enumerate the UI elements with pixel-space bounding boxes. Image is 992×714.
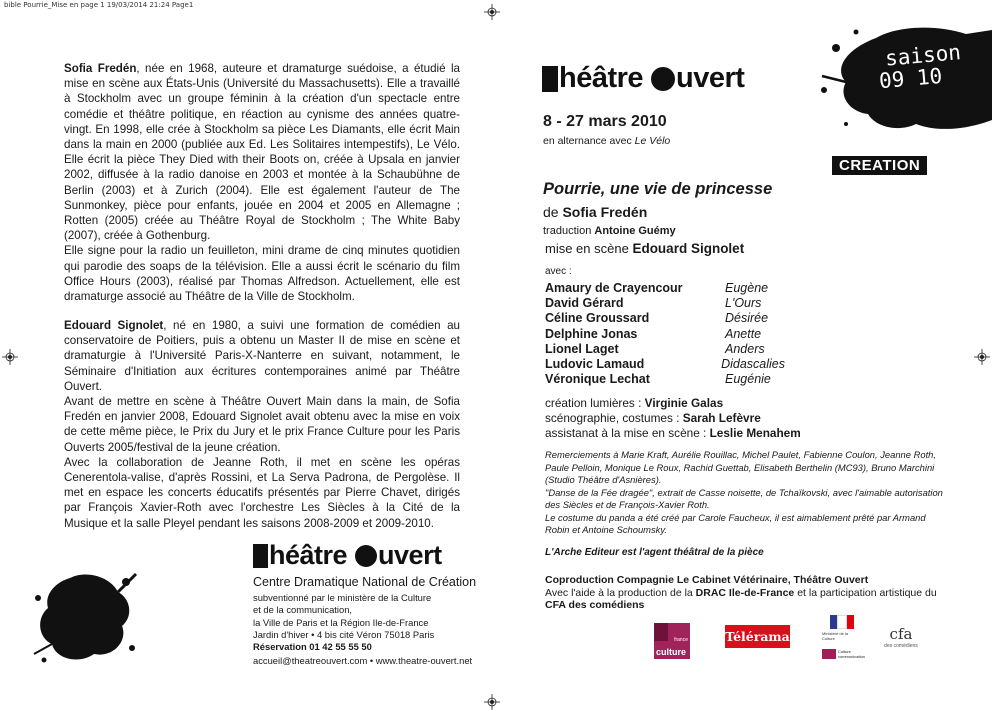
footer-line: Jardin d'hiver • 4 bis cité Véron 75018 Paris xyxy=(253,628,435,640)
thanks-text: Remerciements à Marie Kraft, Aurélie Rouillac, Michel Paulet, Fabienne Coulon, Jeanne Roth, Paule Pelloin, Monique Le Roux, Rachid Guettab, Elisabeth Berthelin (MC93), Bruno Marchini (Studio Théâtre d'Asnières). xyxy=(545,449,936,485)
translation-line xyxy=(543,225,676,237)
cast-row xyxy=(545,311,785,326)
ministry-culture-logo xyxy=(822,615,865,663)
logo-dot-icon xyxy=(355,545,377,567)
footer-phone: Réservation 01 42 55 55 50 xyxy=(253,641,372,653)
coproduction xyxy=(545,574,945,612)
thanks-text: "Danse de la Fée dragée", extrait de Casse noisette, de Tchaïkovski, avec l'aimable autorisation des Siècles et de François-Xavier Roth. xyxy=(545,486,943,510)
bio-text: , né en 1980, a suivi une formation de comédien au conservatoire de Poitiers, puis a obtenu un Master II de mise en scène et dramaturgie à l'Université Paris-X-Nanterre en suivant, notamment, le Séminaire d'Initiation aux écritures contemporaines animé par Théâtre Ouvert. xyxy=(64,319,460,393)
season-word: saison xyxy=(884,40,962,71)
cast-list xyxy=(545,281,785,387)
dates: 8 - 27 mars 2010 xyxy=(543,113,667,130)
footer-line: subventionné par le ministère de la Culture xyxy=(253,592,432,603)
actor-name: Lionel Laget xyxy=(545,341,619,356)
cast-row xyxy=(545,357,785,372)
france-culture-text: culture xyxy=(656,647,687,657)
logo-block-icon xyxy=(822,649,836,659)
registration-mark-icon xyxy=(484,694,500,710)
bio-name: Sofia Fredén xyxy=(64,62,137,75)
ministry-block xyxy=(822,649,865,659)
creation-badge: CREATION xyxy=(832,156,927,175)
role-name: L'Ours xyxy=(725,296,762,311)
credit-row xyxy=(545,426,801,441)
role-name: Anders xyxy=(725,341,765,356)
coprod-text: et la participation artistique du xyxy=(794,586,937,599)
theatre-ouvert-logo xyxy=(542,62,744,95)
cast-row xyxy=(545,327,785,342)
role-name: Anette xyxy=(725,326,762,341)
registration-mark-icon xyxy=(2,349,18,365)
actor-name: Amaury de Crayencour xyxy=(545,281,683,295)
alternance-label: en alternance avec xyxy=(543,135,635,147)
credit-label: scénographie, costumes : xyxy=(545,411,683,425)
coprod-drac: DRAC Ile-de-France xyxy=(695,586,795,599)
actor-name: Delphine Jonas xyxy=(545,326,638,341)
actor-name: Véronique Lechat xyxy=(545,372,650,387)
footer-address xyxy=(253,575,493,668)
registration-mark-icon xyxy=(484,4,500,20)
season-years: 09 10 xyxy=(878,63,944,94)
logo-dot-icon xyxy=(651,67,675,91)
translation-label: traduction xyxy=(543,225,595,237)
logo-t-mark-icon xyxy=(542,66,558,92)
cast-row xyxy=(545,372,785,387)
telerama-logo: Télérama xyxy=(725,625,790,648)
thanks-text: Le costume du panda a été créé par Carole Faucheux, il est aimablement prêté par Armand Robin et Antoine Schoumsky. xyxy=(545,511,926,535)
season-label xyxy=(876,40,979,93)
coprod-text: Avec l'aide à la production de la xyxy=(545,586,696,599)
bio-edouard-signolet xyxy=(64,318,460,531)
bio-text: , née en 1968, auteure et dramaturge suédoise, a étudié la mise en scène aux États-Unis (Université du Massachusetts). Elle a travaillé à Stockholm avec un groupe féminin à la création d'un spectacle entre comédie et théâtre politique, en réaction au cynisme des années quatre-vingt. En 1998, elle crée à Stockholm sa pièce Les Diamants, elle écrit Main dans la main en 2000 (publiée aux Ed. Les Solitaires intempestifs), Le Vélo. Elle écrit la pièce They Died with their Boots on, créée à Upsala en janvier 2002, diffusée à la radio danoise en 2003 et montée à la Schaubühne de Berlin (2003) et à Zurich (2004). Elle est également l'auteur de The Sunmonkey, pièce pour enfants, jouée en 2004 et 2005 en Allemagne ; Rotten (2005) créée au Théâtre Royal de Stockholm ; The White Baby (2007), créée à Gothenburg. xyxy=(64,62,460,243)
cast-row xyxy=(545,281,785,296)
cast-row xyxy=(545,296,785,311)
cfa-logo xyxy=(883,625,919,649)
translator-name: Antoine Guémy xyxy=(594,225,676,237)
france-culture-small: france xyxy=(674,637,688,643)
footer-title: Centre Dramatique National de Création xyxy=(253,575,477,589)
role-name: Eugène xyxy=(725,281,769,295)
role-name: Didascalies xyxy=(721,357,785,372)
acknowledgements xyxy=(545,449,950,537)
play-title: Pourrie, une vie de princesse xyxy=(543,180,773,198)
cast-intro: avec : xyxy=(545,266,572,277)
coprod-line: CFA des comédiens xyxy=(545,599,645,612)
bio-text: Elle signe pour la radio un feuilleton, mini drame de cinq minutes quotidien qui parodie des soaps de la télévision. Elle a aussi écrit le scénario du film Office Hours (2003), réalisé par Thomas Alfredson. Actuellement, elle est dramaturge associé au Théâtre de la Ville de Stockholm. xyxy=(64,244,460,304)
footer-contact: accueil@theatreouvert.com • www.theatre-ouvert.net xyxy=(253,655,473,667)
credit-row xyxy=(545,411,801,426)
logo-text-part2: uvert xyxy=(378,540,442,570)
actor-name: Céline Groussard xyxy=(545,311,650,326)
author-label: de xyxy=(543,204,563,220)
credit-name: Sarah Lefèvre xyxy=(682,411,761,425)
ministry-text: Culture communication xyxy=(838,649,865,659)
direction-label: mise en scène xyxy=(545,241,633,256)
actor-name: Ludovic Lamaud xyxy=(545,357,645,372)
logo-t-mark-icon xyxy=(253,544,268,568)
ministry-small-text: Ministère de la Culture xyxy=(822,631,849,641)
footer-line: et de la communication, xyxy=(253,604,353,616)
bio-name: Edouard Signolet xyxy=(64,319,164,332)
logo-block-icon xyxy=(654,623,668,641)
actor-name: David Gérard xyxy=(545,296,624,311)
author-name: Sofia Fredén xyxy=(562,204,648,220)
france-culture-logo xyxy=(654,623,690,659)
direction-line xyxy=(545,241,744,256)
credit-label: assistanat à la mise en scène : xyxy=(545,426,710,440)
credit-label: création lumières : xyxy=(545,396,645,410)
ink-splash-icon xyxy=(30,568,140,668)
credit-name: Virginie Galas xyxy=(644,396,724,410)
print-slug: bible Pourrie_Mise en page 1 19/03/2014 21:24 Page1 xyxy=(4,1,194,9)
theatre-ouvert-logo xyxy=(253,540,442,571)
credit-name: Leslie Menahem xyxy=(709,426,801,440)
role-name: Eugénie xyxy=(725,372,771,387)
logo-text-part1: héâtre xyxy=(269,540,348,570)
alternance xyxy=(543,135,670,147)
director-name: Edouard Signolet xyxy=(632,241,745,256)
credit-row xyxy=(545,396,801,411)
agent-note: L'Arche Editeur est l'agent théâtral de la pièce xyxy=(545,547,764,558)
alternance-title: Le Vélo xyxy=(634,135,671,147)
logo-text-part2: uvert xyxy=(676,62,745,94)
cast-row xyxy=(545,342,785,357)
footer-line: la Ville de Paris et la Région Ile-de-France xyxy=(253,616,429,628)
logo-text-part1: héâtre xyxy=(559,62,644,94)
credits xyxy=(545,396,801,441)
bio-text: Avec la collaboration de Jeanne Roth, il met en scène les opéras Cenerentola-valise, d'après Rossini, et La Serva Padrona, de Pergolèse. Il met en espace les concerts éducatifs présentés par Pierre Chavet, dirigés par François Xavier-Roth avec l'orchestre Les Siècles à la Cité de la Musique et la salle Pleyel pendant les saisons 2008-2009 et 2009-2010. xyxy=(64,455,460,530)
bio-sofia-freden xyxy=(64,61,460,304)
cfa-text: cfa xyxy=(889,625,913,643)
cfa-small-text: des comédiens xyxy=(884,643,918,649)
role-name: Désirée xyxy=(725,311,769,326)
coprod-line xyxy=(545,587,945,600)
author-line xyxy=(543,204,647,220)
registration-mark-icon xyxy=(974,349,990,365)
coprod-line: Coproduction Compagnie Le Cabinet Vétérinaire, Théâtre Ouvert xyxy=(545,574,869,586)
flag-icon xyxy=(830,615,854,629)
bio-text: Avant de mettre en scène à Théâtre Ouvert Main dans la main, de Sofia Fredén en janvier 2008, Edouard Signolet avait obtenu avec la mise en voix de cette même pièce, le Prix du Jury et le prix France Culture pour les Paris Ouverts 2005/festival de la jeune création. xyxy=(64,395,460,454)
